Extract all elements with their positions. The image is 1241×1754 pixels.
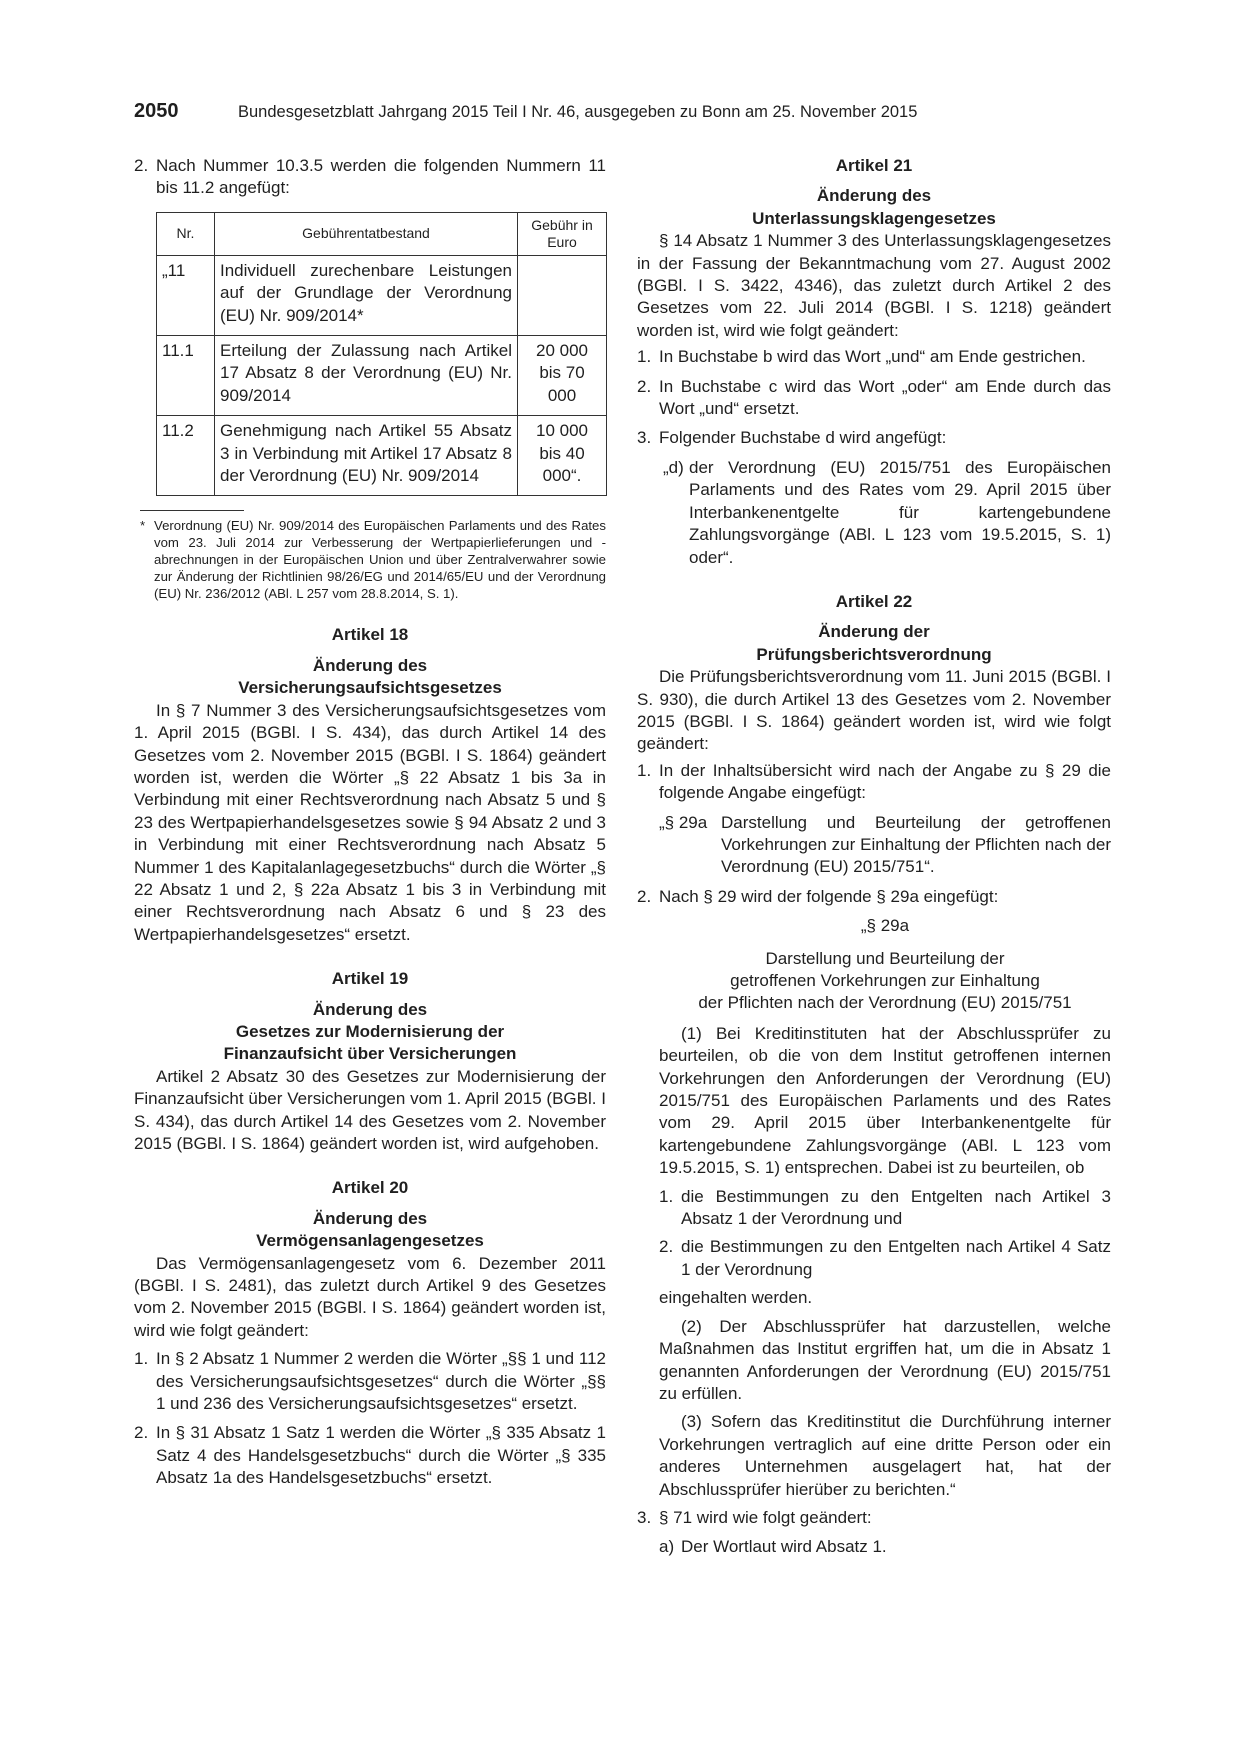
item-text: In Buchstabe c wird das Wort „oder“ am Ende durch das Wort „und“ ersetzt.	[659, 376, 1111, 419]
article-body: Artikel 2 Absatz 30 des Gesetzes zur Modernisierung der Finanzaufsicht über Versicherungen vom 1. April 2015 (BGBl. I S. 434), das durch Artikel 14 des Gesetzes vom 2. November 2015 (BGBl. I S. 1864) geändert worden ist, wird aufgehoben.	[134, 1066, 606, 1153]
table-cell: 10 000 bis 40 000“.	[518, 416, 607, 496]
table-cell: „11	[157, 255, 215, 335]
item-number: 3.	[637, 1507, 652, 1527]
article-title-line: Änderung des	[816, 186, 932, 206]
item-number: 1.	[659, 1186, 674, 1206]
article-title-line: Versicherungsaufsichtsgesetzes	[238, 678, 502, 698]
article-title-line: Änderung des	[312, 1208, 428, 1228]
list-item	[134, 1348, 606, 1415]
article-body: Das Vermögensanlagengesetz vom 6. Dezember 2011 (BGBl. I S. 2481), das zuletzt durch Artikel 9 des Gesetzes vom 2. November 2015 (BGBl. I S. 1864) geändert worden ist, wird wie folgt geändert:	[134, 1253, 606, 1340]
item-number: 1.	[134, 1349, 149, 1369]
right-column	[637, 155, 1111, 1565]
item-letter: a)	[659, 1537, 675, 1557]
article-body: Die Prüfungsberichtsverordnung vom 11. Juni 2015 (BGBl. I S. 930), die durch Artikel 13 des Gesetzes vom 2. November 2015 (BGBl. I S. 1864) geändert worden ist, wird wie folgt geändert:	[637, 667, 1111, 754]
page-header	[134, 100, 1014, 130]
item-text: § 71 wird wie folgt geändert:	[659, 1507, 872, 1527]
article-body: In § 7 Nummer 3 des Versicherungsaufsichtsgesetzes vom 1. April 2015 (BGBl. I S. 434), das durch Artikel 14 des Gesetzes vom 2. November 2015 (BGBl. I S. 1864) geändert worden ist, werden die Wörter „§ 22 Absatz 1 bis 3a in Verbindung mit einer Rechtsverordnung nach Absatz 5 und § 23 des Wertpapierhandelsgesetzes sowie § 94 Absatz 2 und 3 in Verbindung mit einer Rechtsverordnung nach Absatz 5 Nummer 1 des Kapitalanlagegesetzbuchs“ durch die Wörter „§ 22 Absatz 1 und 2, § 22a Absatz 1 bis 3 in Verbindung mit einer Rechtsverordnung nach Absatz 6 und § 23 des Wertpapierhandelsgesetzes“ ersetzt.	[134, 700, 606, 944]
quoted-letter-item	[637, 457, 1111, 569]
column-header: Gebühr in Euro	[518, 212, 607, 255]
item-text: Der Wortlaut wird Absatz 1.	[681, 1537, 887, 1557]
table-cell: Erteilung der Zulassung nach Artikel 17 Absatz 8 der Verordnung (EU) Nr. 909/2014	[215, 336, 518, 416]
article-title-line: Gesetzes zur Modernisierung der	[235, 1021, 505, 1041]
footnote-text: Verordnung (EU) Nr. 909/2014 des Europäischen Parlaments und des Rates vom 23. Juli 2014 zur Verbesserung der Wertpapierlieferungen und -abrechnungen in der Europäischen Union und über Zentralverwahrer sowie zur Änderung der Richtlinien 98/26/EG und 2014/65/EU und der Verordnung (EU) Nr. 236/2012 (ABl. L 257 vom 28.8.2014, S. 1).	[154, 518, 606, 602]
section-title-line: getroffenen Vorkehrungen zur Einhaltung	[730, 971, 1040, 990]
section-label: „§ 29a	[860, 916, 910, 936]
item-text: In Buchstabe b wird das Wort „und“ am Ende gestrichen.	[659, 347, 1086, 367]
article-title	[134, 655, 606, 700]
section-title	[637, 948, 1111, 1015]
section-title-line: der Pflichten nach der Verordnung (EU) 2015/751	[698, 993, 1072, 1013]
item-text: In § 31 Absatz 1 Satz 1 werden die Wörter „§ 335 Absatz 1 Satz 4 des Handelsgesetzbuchs“ durch die Wörter „§ 335 Absatz 1a des Handelsgesetzbuchs“ ersetzt.	[156, 1423, 606, 1488]
table-cell: Individuell zurechenbare Leistungen auf der Grundlage der Verordnung (EU) Nr. 909/2014*	[215, 255, 518, 335]
entry-label: „§ 29a	[659, 812, 708, 832]
article-title	[134, 1208, 606, 1253]
list-item	[134, 1422, 606, 1489]
article-title-line: Prüfungsberichtsverordnung	[756, 644, 992, 664]
item-number: 2.	[659, 1237, 674, 1257]
paragraph: eingehalten werden.	[659, 1288, 813, 1308]
running-title: Bundesgesetzblatt Jahrgang 2015 Teil I Nr. 46, ausgegeben zu Bonn am 25. November 2015	[238, 103, 918, 121]
column-header: Nr.	[157, 212, 215, 255]
item-number: 2.	[637, 376, 652, 396]
article-title-line: Finanzaufsicht über Versicherungen	[223, 1044, 517, 1064]
article-title-line: Vermögensanlagengesetzes	[256, 1231, 484, 1251]
article-heading: Artikel 20	[331, 1178, 409, 1198]
table-row	[157, 255, 607, 335]
article-title	[637, 621, 1111, 666]
article-heading: Artikel 22	[835, 591, 913, 611]
list-item	[637, 346, 1111, 368]
item-text: Nach Nummer 10.3.5 werden die folgenden Nummern 11 bis 11.2 angefügt:	[156, 156, 606, 198]
section-title-line: Darstellung und Beurteilung der	[765, 948, 1005, 968]
article-title-line: Änderung der	[818, 622, 930, 642]
article-title-line: Unterlassungsklagengesetzes	[752, 208, 996, 228]
article-body: § 14 Absatz 1 Nummer 3 des Unterlassungsklagengesetzes in der Fassung der Bekanntmachung vom 27. August 2002 (BGBl. I S. 3422, 4346), das zuletzt durch Artikel 2 des Gesetzes vom 22. Juli 2014 (BGBl. I S. 1218) geändert worden ist, wird wie folgt geändert:	[637, 231, 1111, 340]
paragraph: (1) Bei Kreditinstituten hat der Abschlussprüfer zu beurteilen, ob die von dem Institut getroffenen internen Vorkehrungen den Anforderungen der Verordnung (EU) 2015/751 des Europäischen Parlaments und des Rates vom 29. April 2015 über Interbankenentgelte für kartengebundene Zahlungsvorgänge (ABl. L 123 vom 19.5.2015, S. 1) entsprechen. Dabei ist zu beurteilen, ob	[659, 1023, 1111, 1178]
item-number: 3.	[637, 428, 652, 448]
list-item	[637, 1236, 1111, 1281]
list-item	[637, 427, 1111, 449]
page-number: 2050	[134, 100, 179, 122]
list-item	[637, 1507, 1111, 1529]
item-number: 1.	[637, 347, 652, 367]
item-letter: „d)	[663, 457, 684, 477]
item-text: der Verordnung (EU) 2015/751 des Europäischen Parlaments und des Rates vom 29. April 2015 über Interbankenentgelte für kartengebundene Zahlungsvorgänge (ABl. L 123 vom 19.5.2015, S. 1) oder“.	[689, 457, 1111, 567]
list-item	[637, 760, 1111, 805]
paragraph: (2) Der Abschlussprüfer hat darzustellen, welche Maßnahmen das Institut ergriffen hat, um die in Absatz 1 genannten Anforderungen der Verordnung (EU) 2015/751 zu erfüllen.	[659, 1316, 1111, 1403]
article-title-line: Änderung des	[312, 655, 428, 675]
item-number: 2.	[134, 1423, 149, 1443]
item-text: Nach § 29 wird der folgende § 29a eingefügt:	[659, 886, 999, 906]
table-cell: 11.1	[157, 336, 215, 416]
list-item	[637, 1536, 1111, 1558]
table-row	[157, 416, 607, 496]
article-title-line: Änderung des	[312, 999, 428, 1019]
footnote-mark: *	[140, 518, 146, 534]
table-cell: Genehmigung nach Artikel 55 Absatz 3 in Verbindung mit Artikel 17 Absatz 8 der Verordnung (EU) Nr. 909/2014	[215, 416, 518, 496]
table-cell: 20 000 bis 70 000	[518, 336, 607, 416]
table-cell: 11.2	[157, 416, 215, 496]
item-number: 1.	[637, 760, 652, 780]
list-item	[637, 376, 1111, 421]
footnote-divider	[140, 510, 244, 511]
left-column	[134, 155, 606, 1497]
list-item	[637, 1186, 1111, 1231]
item-text: die Bestimmungen zu den Entgelten nach Artikel 4 Satz 1 der Verordnung	[681, 1237, 1111, 1279]
paragraph: (3) Sofern das Kreditinstitut die Durchführung interner Vorkehrungen vertraglich auf eine dritte Person oder ein anderes Unternehmen ausgelagert hat, hat der Abschlussprüfer hierüber zu berichten.“	[659, 1412, 1111, 1499]
item-text: In § 2 Absatz 1 Nummer 2 werden die Wörter „§§ 1 und 112 des Versicherungsaufsichtsgesetzes“ durch die Wörter „§§ 1 und 236 des Versicherungsaufsichtsgesetzes“ ersetzt.	[156, 1349, 606, 1414]
spacer	[637, 1015, 1111, 1023]
table-header-row	[157, 212, 607, 255]
article-heading: Artikel 21	[835, 156, 913, 175]
article-title	[134, 999, 606, 1066]
article-heading: Artikel 18	[331, 625, 409, 645]
table-row	[157, 336, 607, 416]
list-item	[637, 886, 1111, 908]
item-number: 2.	[134, 156, 149, 175]
article-heading: Artikel 19	[331, 969, 409, 989]
table-cell	[518, 255, 607, 335]
list-item	[134, 155, 606, 200]
fee-table	[156, 212, 607, 497]
item-number: 2.	[637, 886, 652, 906]
quoted-entry	[637, 812, 1111, 879]
footnote	[140, 517, 606, 602]
column-header: Gebührentatbestand	[215, 212, 518, 255]
item-text: die Bestimmungen zu den Entgelten nach Artikel 3 Absatz 1 der Verordnung und	[681, 1186, 1111, 1229]
item-text: Folgender Buchstabe d wird angefügt:	[659, 428, 947, 448]
article-title	[637, 185, 1111, 230]
item-text: In der Inhaltsübersicht wird nach der Angabe zu § 29 die folgende Angabe eingefügt:	[659, 760, 1111, 803]
entry-text: Darstellung und Beurteilung der getroffenen Vorkehrungen zur Einhaltung der Pflichten nach der Verordnung (EU) 2015/751“.	[721, 812, 1111, 877]
